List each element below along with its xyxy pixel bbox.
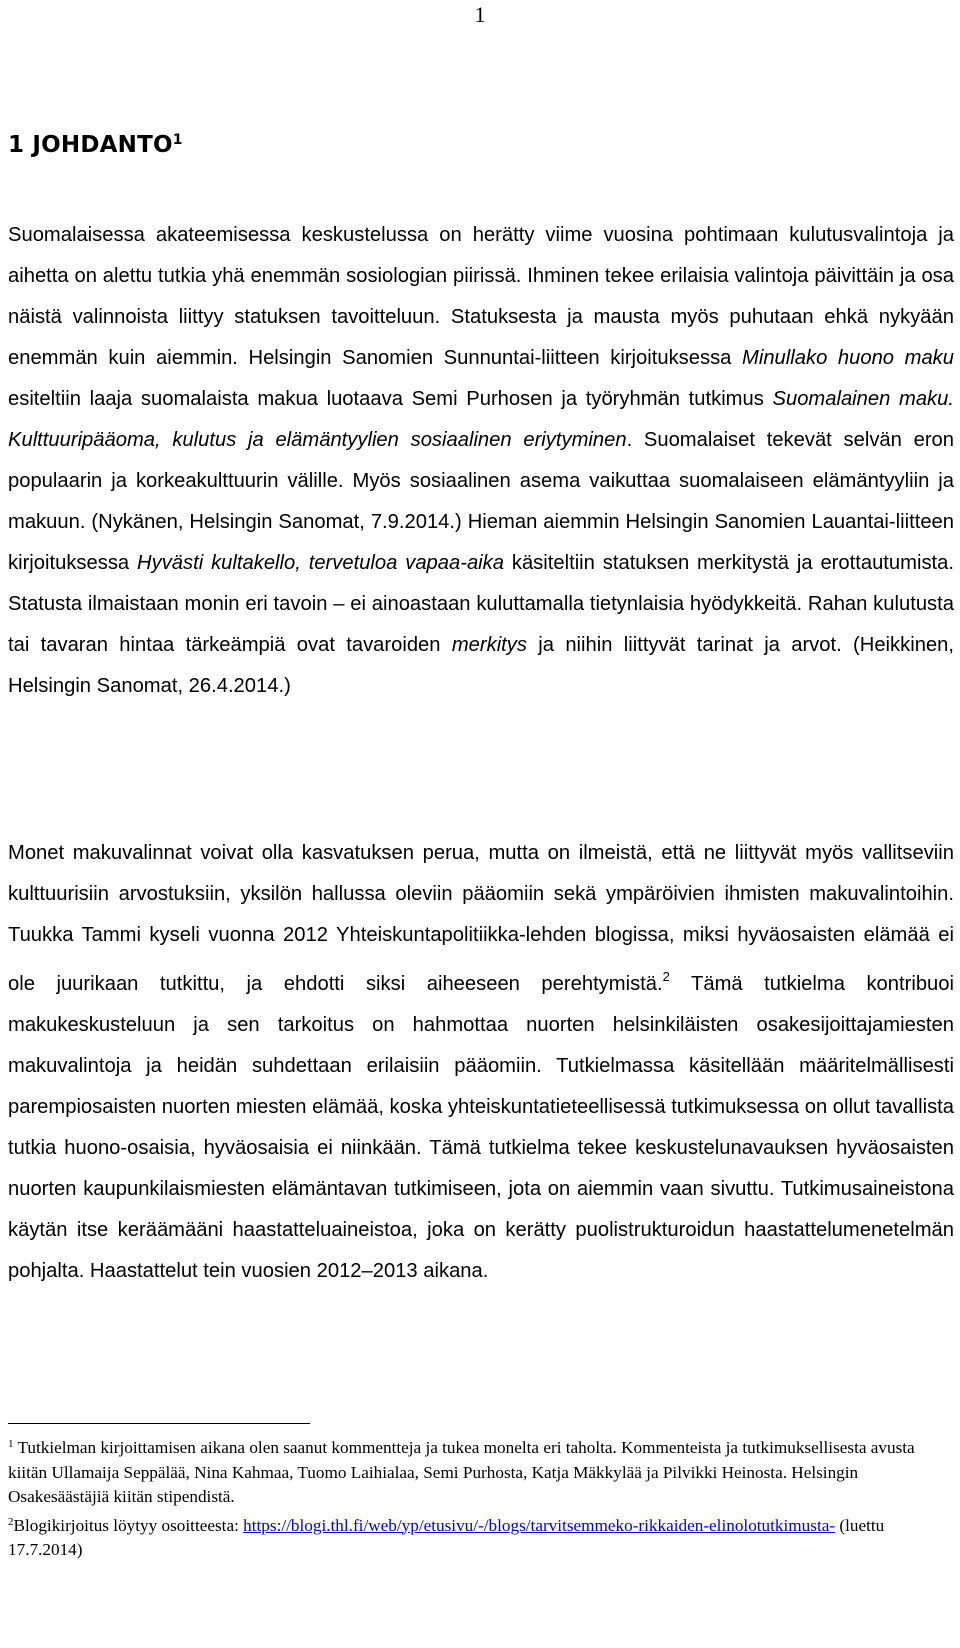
p1-text-2: esiteltiin laaja suomalaista makua luotaava Semi Purhosen ja työryhmän tutkimus	[8, 388, 773, 410]
footnote-marker-2: 2	[8, 1515, 14, 1528]
chapter-title: 1 JOHDANTO	[8, 132, 173, 158]
footnote-1	[8, 1432, 954, 1510]
footnote-2-text: Blogikirjoitus löytyy osoitteesta:	[13, 1515, 244, 1535]
p1-article-title-1: Minullako huono maku	[742, 347, 954, 369]
p1-emphasis: merkitys	[451, 634, 527, 656]
paragraph-1	[8, 215, 954, 707]
p2-text-2: Tämä tutkielma kontribuoi makukeskusteluun ja sen tarkoitus on hahmottaa nuorten helsinkiläisten osakesijoittajamiesten makuvalintoja ja heidän suhdettaan erilaisiin pääomiin. Tutkielmassa käsitellään määritelmällisesti parempiosaisten nuorten miesten elämää, koska yhteiskuntatieteellisessä tutkimuksessa on ollut tavallista tutkia huono-osaisia, hyväosaisia ei niinkään. Tämä tutkielma tekee keskustelunavauksen hyväosaisten nuorten kaupunkilaismiesten elämäntavan tutkimiseen, jota on aiemmin vaan sivuttu. Tutkimusaineistona käytän itse keräämääni haastatteluaineistoa, joka on kerätty puolistrukturoidun haastattelumenetelmän pohjalta. Haastattelut tein vuosien 2012–2013 aikana.	[8, 973, 954, 1282]
footnote-marker-1: 1	[8, 1438, 14, 1450]
p2-text-1: Monet makuvalinnat voivat olla kasvatuksen perua, mutta on ilmeistä, että ne liittyvät myös vallitseviin kulttuurisiin arvostuksiin, yksilön hallussa oleviin pääomiin sekä ympäröivien ihmisten makuvalintoihin. Tuukka Tammi kyseli vuonna 2012 Yhteiskuntapolitiikka-lehden blogissa, miksi hyväosaisten elämää ei ole juurikaan tutkittu, ja ehdotti siksi aiheeseen perehtymistä.	[8, 842, 954, 995]
paragraph-2	[8, 833, 954, 1292]
page-number: 1	[474, 2, 486, 27]
footnote-2-accessed: (luettu 17.7.2014)	[8, 1515, 885, 1559]
p1-text-5: ja niihin liittyvät tarinat ja arvot. (Heikkinen, Helsingin Sanomat, 26.4.2014.)	[8, 634, 954, 697]
footnote-divider	[8, 1423, 310, 1424]
p1-text-4: käsiteltiin statuksen merkitystä ja erottautumista. Statusta ilmaistaan monin eri tavoin – ei ainoastaan kuluttamalla tietynlaisia hyödykkeitä. Rahan kulutusta tai tavaran hintaa tärkeämpiä ovat tavaroiden	[8, 552, 954, 656]
footnote-ref-1[interactable]: 1	[172, 132, 183, 148]
blog-url-link[interactable]: https://blogi.thl.fi/web/yp/etusivu/-/blogs/tarvitsemmeko-rikkaiden-elinolotutkimusta-	[243, 1515, 836, 1535]
p1-text-1: Suomalaisessa akateemisessa keskustelussa on herätty viime vuosina pohtimaan kulutusvalintoja ja aihetta on alettu tutkia yhä enemmän sosiologian piirissä. Ihminen tekee erilaisia valintoja päivittäin ja osa näistä valinnoista liittyy statuksen tavoitteluun. Statuksesta ja mausta myös puhutaan ehkä nykyään enemmän kuin aiemmin. Helsingin Sanomien Sunnuntai-liitteen kirjoituksessa	[8, 224, 954, 369]
footnote-1-text: Tutkielman kirjoittamisen aikana olen saanut kommentteja ja tukea monelta eri taholta. Kommenteista ja tutkimuksellisesta avusta kiitän Ullamaija Seppälää, Nina Kahmaa, Tuomo Laihialaa, Semi Purhosta, Katja Mäkkylää ja Pilvikki Heinosta. Helsingin Osakesäästäjiä kiitän stipendistä.	[8, 1438, 915, 1506]
footnote-ref-2[interactable]: 2	[662, 969, 670, 984]
p1-study-title: Suomalainen maku. Kulttuuripääoma, kulutus ja elämäntyylien sosiaalinen eriytyminen	[8, 388, 954, 451]
p1-text-3: . Suomalaiset tekevät selvän eron populaarin ja korkeakulttuurin välille. Myös sosiaalinen asema vaikuttaa suomalaiseen elämäntyyliin ja makuun. (Nykänen, Helsingin Sanomat, 7.9.2014.) Hieman aiemmin Helsingin Sanomien Lauantai-liitteen kirjoituksessa	[8, 429, 954, 574]
chapter-heading	[8, 132, 183, 158]
p1-article-title-2: Hyvästi kultakello, tervetuloa vapaa-aika	[137, 552, 504, 574]
footnotes	[8, 1432, 954, 1563]
footnote-2	[8, 1510, 954, 1563]
